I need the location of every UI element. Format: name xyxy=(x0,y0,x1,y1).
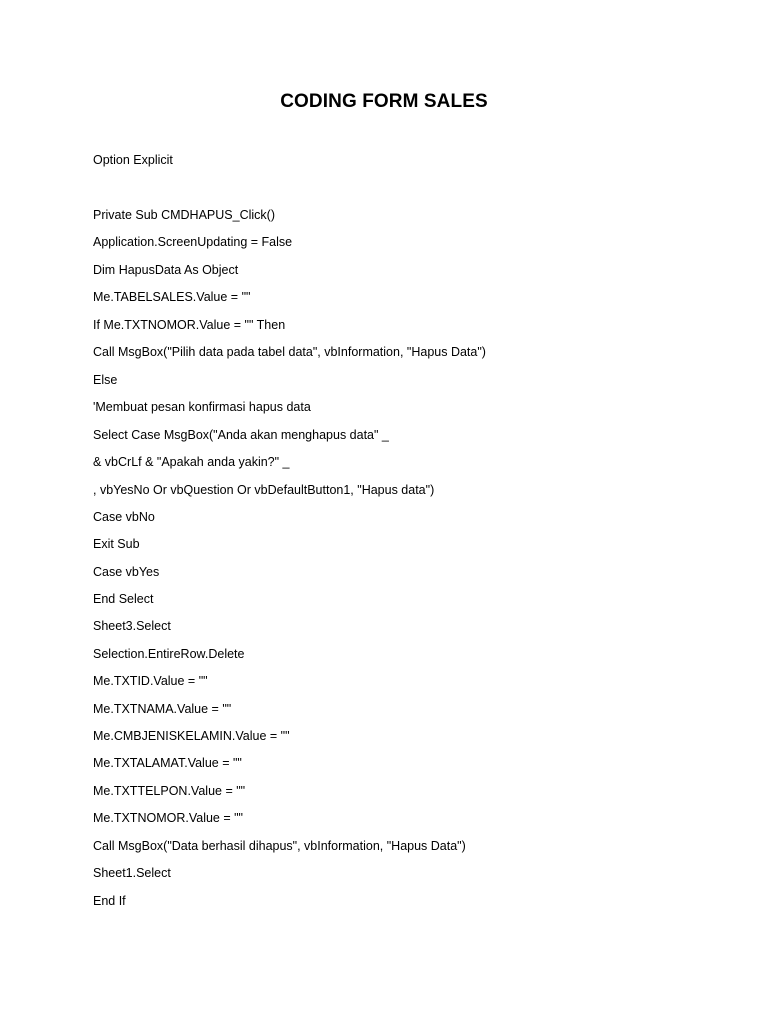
code-line: Selection.EntireRow.Delete xyxy=(93,647,245,661)
code-line: , vbYesNo Or vbQuestion Or vbDefaultButton1, "Hapus data") xyxy=(93,483,435,497)
code-line: Exit Sub xyxy=(93,537,140,551)
code-line: Sheet1.Select xyxy=(93,866,171,880)
code-line: If Me.TXTNOMOR.Value = "" Then xyxy=(93,318,286,332)
code-line: Me.TABELSALES.Value = "" xyxy=(93,290,251,304)
page-title: CODING FORM SALES xyxy=(280,91,488,112)
code-line: Sheet3.Select xyxy=(93,619,171,633)
code-line: Call MsgBox("Pilih data pada tabel data", vbInformation, "Hapus Data") xyxy=(93,345,486,359)
code-line: Case vbNo xyxy=(93,510,155,524)
code-line: Me.TXTALAMAT.Value = "" xyxy=(93,756,242,770)
code-line: End If xyxy=(93,894,126,908)
code-line: Me.CMBJENISKELAMIN.Value = "" xyxy=(93,729,290,743)
code-line: Me.TXTNOMOR.Value = "" xyxy=(93,811,243,825)
code-line: 'Membuat pesan konfirmasi hapus data xyxy=(93,400,311,414)
code-line: Dim HapusData As Object xyxy=(93,263,239,277)
code-line: & vbCrLf & "Apakah anda yakin?" _ xyxy=(93,455,290,469)
code-line: Select Case MsgBox("Anda akan menghapus data" _ xyxy=(93,428,389,442)
code-line: Me.TXTTELPON.Value = "" xyxy=(93,784,246,798)
code-line: Private Sub CMDHAPUS_Click() xyxy=(93,208,275,222)
code-line: Me.TXTID.Value = "" xyxy=(93,674,208,688)
code-line: Application.ScreenUpdating = False xyxy=(93,235,293,249)
code-line: Me.TXTNAMA.Value = "" xyxy=(93,702,232,716)
code-line: Case vbYes xyxy=(93,565,160,579)
code-line: Call MsgBox("Data berhasil dihapus", vbInformation, "Hapus Data") xyxy=(93,839,466,853)
code-line: Option Explicit xyxy=(93,153,173,167)
code-line: End Select xyxy=(93,592,154,606)
code-line: Else xyxy=(93,373,118,387)
